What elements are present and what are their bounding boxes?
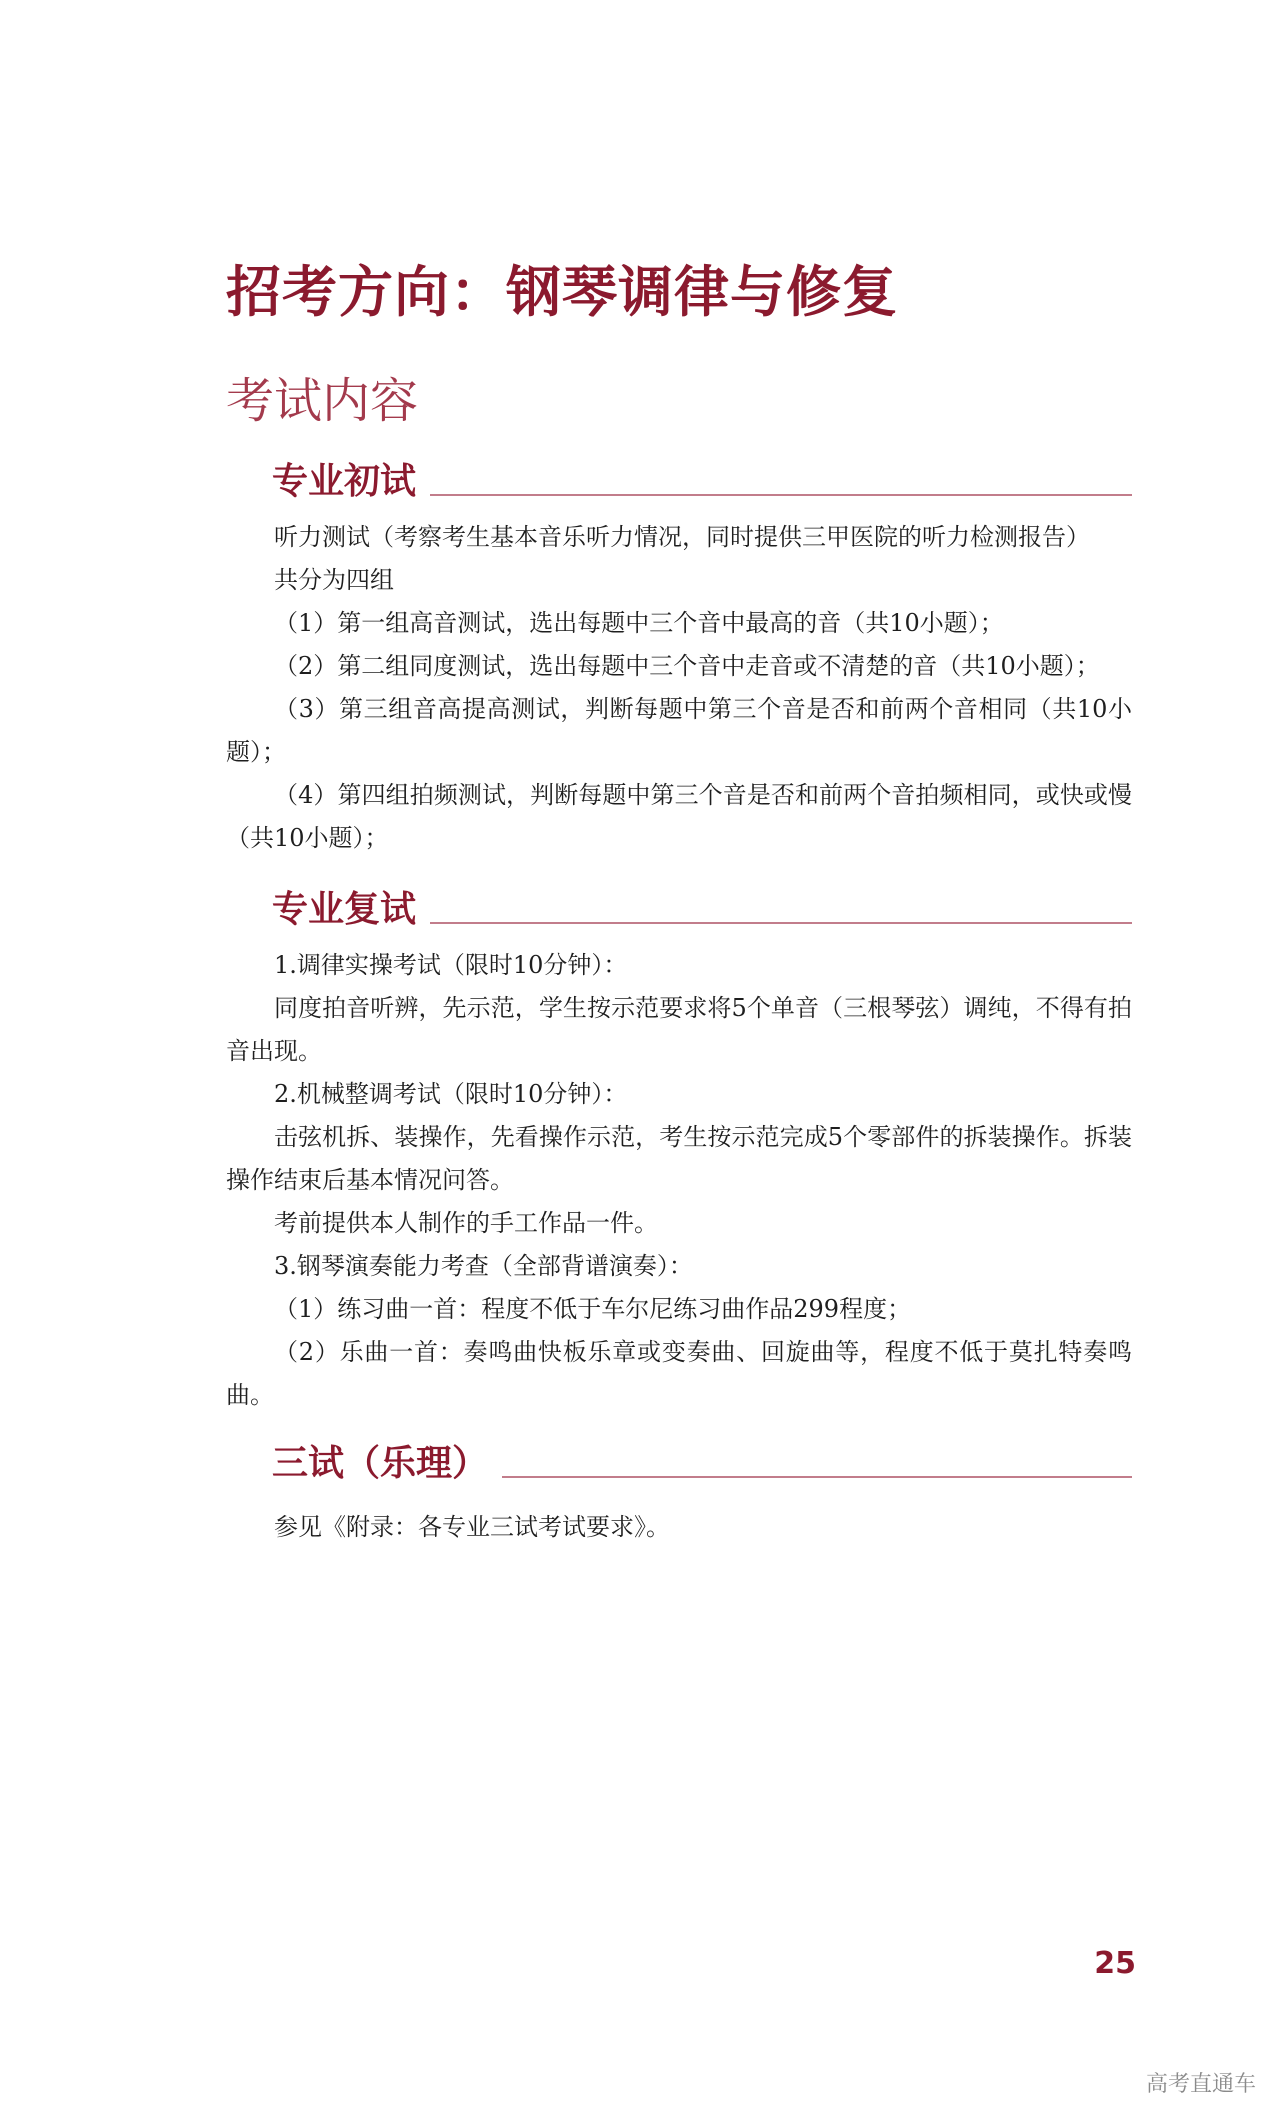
subsection-heading-retest xyxy=(272,888,1132,932)
paragraph: （1）练习曲一首：程度不低于车尔尼练习曲作品299程度； xyxy=(274,1295,912,1323)
paragraph: 1.调律实操考试（限时10分钟）： xyxy=(274,951,628,979)
paragraph: 击弦机拆、装操作，先看操作示范，考生按示范完成5个零部件的拆装操作。拆装操作结束后基本情况问答。 xyxy=(226,1123,1132,1194)
divider xyxy=(502,1476,1132,1478)
watermark: 高考直通车 xyxy=(1145,2072,1256,2097)
paragraph: 同度拍音听辨，先示范，学生按示范要求将5个单音（三根琴弦）调纯，不得有拍音出现。 xyxy=(226,994,1132,1065)
third-body xyxy=(226,1506,1132,1549)
subsection-label: 三试（乐理） xyxy=(272,1443,489,1484)
initial-body xyxy=(226,516,1132,860)
paragraph: 共分为四组 xyxy=(274,566,394,594)
paragraph: 参见《附录：各专业三试考试要求》。 xyxy=(274,1513,670,1541)
subsection-heading-third xyxy=(272,1442,1132,1486)
section-heading: 考试内容 xyxy=(226,373,419,429)
subsection-heading-initial xyxy=(272,460,1132,504)
retest-body xyxy=(226,944,1132,1417)
paragraph: （2）乐曲一首：奏鸣曲快板乐章或变奏曲、回旋曲等，程度不低于莫扎特奏鸣曲。 xyxy=(226,1338,1132,1409)
page-title: 招考方向：钢琴调律与修复 xyxy=(226,260,899,324)
paragraph: （3）第三组音高提高测试，判断每题中第三个音是否和前两个音相同（共10小题）； xyxy=(226,695,1132,766)
subsection-label: 专业复试 xyxy=(272,889,417,930)
paragraph: （2）第二组同度测试，选出每题中三个音中走音或不清楚的音（共10小题）； xyxy=(274,652,1100,680)
page-number: 25 xyxy=(1094,1946,1136,1981)
paragraph: 3.钢琴演奏能力考查（全部背谱演奏）： xyxy=(274,1252,693,1280)
paragraph: （4）第四组拍频测试，判断每题中第三个音是否和前两个音拍频相同，或快或慢（共10小题）； xyxy=(226,781,1132,852)
paragraph: 听力测试（考察考生基本音乐听力情况，同时提供三甲医院的听力检测报告） xyxy=(274,523,1090,551)
divider xyxy=(430,922,1132,924)
paragraph: （1）第一组高音测试，选出每题中三个音中最高的音（共10小题）； xyxy=(274,609,1004,637)
paragraph: 2.机械整调考试（限时10分钟）： xyxy=(274,1080,628,1108)
paragraph: 考前提供本人制作的手工作品一件。 xyxy=(274,1209,658,1237)
divider xyxy=(430,494,1132,496)
subsection-label: 专业初试 xyxy=(272,461,417,502)
